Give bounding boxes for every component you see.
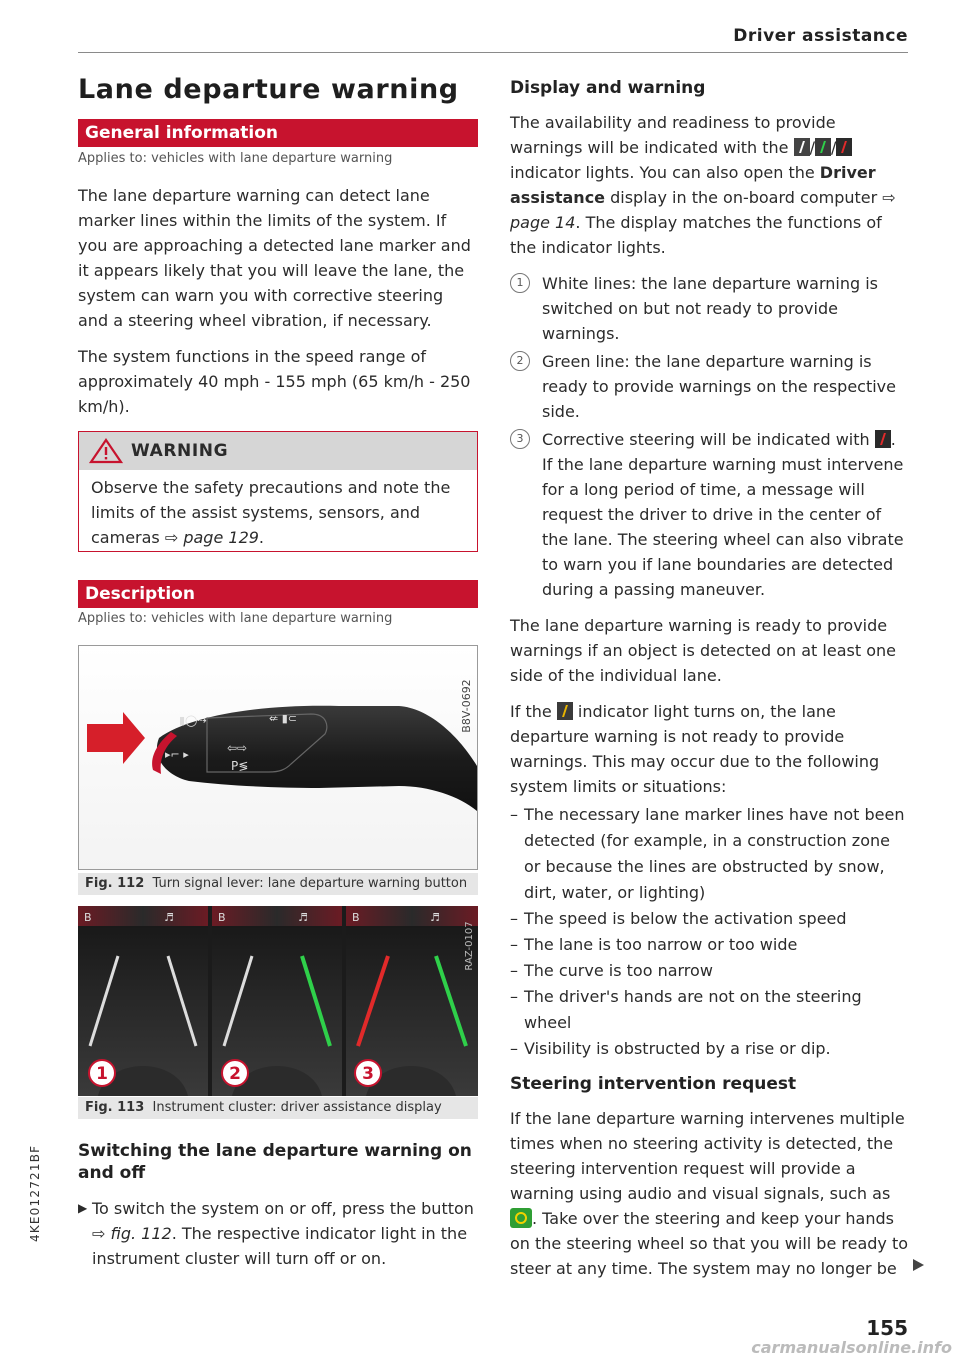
limit-item: – The necessary lane marker lines have not been detected (for example, in a construction zone or because the lines are obstructed by snow, dirt, water, or lighting) (510, 805, 905, 902)
bullet-arrow-icon: ▶ (78, 1201, 88, 1215)
page-title: Lane departure warning (78, 74, 459, 105)
lever-label-lights: ⇍ ▮⊂ (269, 712, 297, 725)
red-indicator-icon (836, 138, 852, 156)
panel-2-number: 2 (229, 1064, 241, 1084)
display-item-2: 2 Green line: the lane departure warning is ready to provide warnings on the respective side. (510, 349, 910, 424)
steering-intervention-text: If the lane departure warning intervenes multiple times when no steering activity is detected, the steering intervention request will provide a warning using audio and visual signals, such as . Take over the steering and keep your hands on the steering wheel so that you will be ready to steer at any time. The system may no longer be (510, 1109, 909, 1278)
switching-heading: Switching the lane departure warning on and off (78, 1141, 472, 1183)
header-divider (78, 52, 908, 53)
panel-3-tag-right: ♬ (430, 911, 440, 924)
document-code: 4KE012721BF (28, 1144, 42, 1242)
general-applies-note: Applies to: vehicles with lane departure warning (78, 151, 393, 166)
fig112-caption: Fig. 112 Turn signal lever: lane departure warning button (78, 873, 478, 895)
limit-item: – Visibility is obstructed by a rise or dip. (510, 1039, 831, 1058)
panel-3-number: 3 (362, 1064, 374, 1084)
panel-2-tag-left: B (218, 911, 226, 924)
instrument-cluster-illustration (78, 906, 478, 1096)
panel-2-tag-right: ♬ (298, 911, 308, 924)
general-paragraph-2: The system functions in the speed range of approximately 40 mph - 155 mph (65 km/h - 250 km/h). (78, 347, 471, 416)
page-14-link[interactable]: ⇨ page 14 (510, 188, 896, 232)
steering-warning-icon (510, 1208, 532, 1228)
panel-1-tag-right: ♬ (164, 911, 174, 924)
limit-item: – The speed is below the activation speed (510, 909, 847, 928)
fig113-caption: Fig. 113 Instrument cluster: driver assistance display (78, 1097, 478, 1119)
switching-instruction: ▶ To switch the system on or off, press the button ⇨ fig. 112. The respective indicator light in the instrument cluster will turn off or on. (78, 1196, 478, 1271)
lever-label-signal: ⇦⇨ (227, 741, 248, 755)
warning-text: Observe the safety precautions and note the limits of the assist systems, sensors, and cameras ⇨ page 129. (91, 478, 451, 547)
lever-label-lane: ▮◯⇢ (179, 714, 207, 727)
description-heading: Description (78, 580, 478, 608)
general-paragraph-1: The lane departure warning can detect lane marker lines within the limits of the system. If you are approaching a detected lane marker and it appears likely that you will leave the lane, the system can warn you with corrective steering and a steering wheel vibration, if necessary. (78, 186, 471, 330)
page-number: 155 (866, 1316, 908, 1340)
display-paragraph-not-ready: If the indicator light turns on, the lane departure warning is not ready to provide warnings. This may occur due to the following system limits or situations: (510, 702, 880, 796)
panel-1-number: 1 (96, 1064, 108, 1084)
item-number-3: 3 (510, 429, 530, 449)
display-warning-heading: Display and warning (510, 78, 706, 98)
continued-arrow-icon (913, 1259, 924, 1271)
turn-signal-lever-illustration (79, 646, 477, 869)
limit-item: – The driver's hands are not on the steering wheel (510, 987, 862, 1032)
fig113-image (78, 906, 478, 1096)
fig112-code: B8V-0692 (460, 679, 473, 733)
lever-label-park: P≶ (231, 759, 249, 773)
footer-watermark: carmanualsonline.info (751, 1338, 952, 1357)
system-limits-list (510, 802, 910, 1062)
display-item-3: 3 Corrective steering will be indicated with . If the lane departure warning must intervene for a long period of time, a message will request the driver to drive in the center of the lane. The steering wheel can also vibrate to warn you if lane boundaries are detected during a passing maneuver. (510, 427, 910, 602)
description-applies-note: Applies to: vehicles with lane departure warning (78, 611, 393, 626)
amber-indicator-icon (557, 702, 573, 720)
general-body (78, 183, 478, 419)
limit-item: – The curve is too narrow (510, 961, 713, 980)
display-item-list (510, 271, 910, 602)
lever-label-button: ▸⌐ ▸ (165, 748, 189, 761)
general-information-heading: General information (78, 119, 478, 147)
red-indicator-icon (875, 430, 891, 448)
warning-page-link[interactable]: ⇨ page 129 (164, 528, 259, 547)
panel-1-tag-left: B (84, 911, 92, 924)
warning-box (78, 431, 478, 552)
display-item-1: 1 White lines: the lane departure warning is switched on but not ready to provide warnings. (510, 271, 910, 346)
fig112-image (78, 645, 478, 870)
warning-label: WARNING (131, 441, 229, 461)
warning-triangle-icon (89, 438, 123, 464)
steering-intervention-heading: Steering intervention request (510, 1074, 797, 1094)
limit-item: – The lane is too narrow or too wide (510, 935, 798, 954)
white-indicator-icon (794, 138, 810, 156)
section-title: Driver assistance (733, 26, 908, 46)
item-number-2: 2 (510, 351, 530, 371)
warning-header (79, 432, 477, 470)
panel-3-tag-left: B (352, 911, 360, 924)
display-intro: The availability and readiness to provide warnings will be indicated with the / / indicator lights. You can also open the Driver assistance display in the on-board computer ⇨ page 14. The display matches the functions of the indicator lights. (510, 113, 896, 257)
fig113-code: RAZ-0107 (464, 921, 475, 971)
green-indicator-icon (815, 138, 831, 156)
item-number-1: 1 (510, 273, 530, 293)
fig112-link[interactable]: ⇨ fig. 112 (92, 1224, 172, 1243)
display-paragraph-ready: The lane departure warning is ready to provide warnings if an object is detected on at least one side of the individual lane. (510, 616, 896, 685)
